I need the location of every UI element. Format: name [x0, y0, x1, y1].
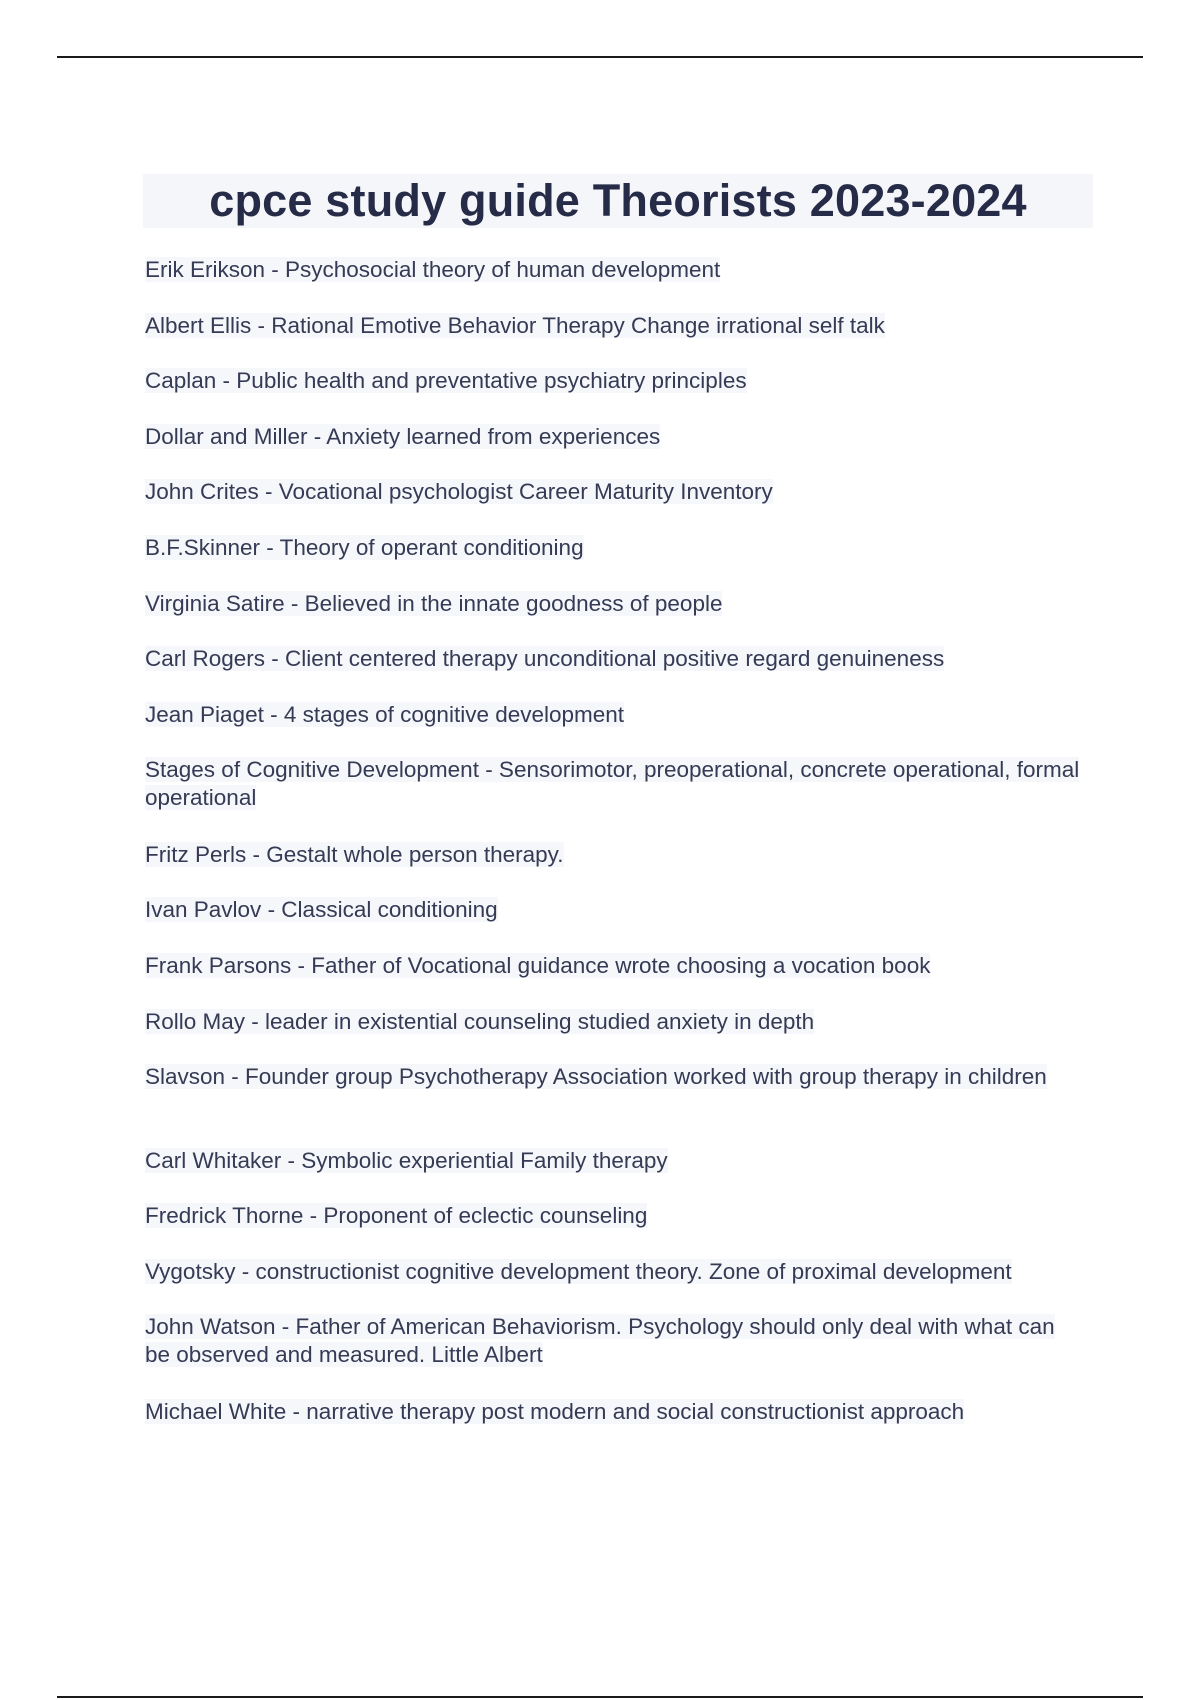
list-item	[145, 756, 1085, 812]
entry-text: Dollar and Miller - Anxiety learned from experiences	[145, 424, 661, 449]
entry-text: B.F.Skinner - Theory of operant conditioning	[145, 535, 584, 560]
list-item	[145, 1063, 1085, 1091]
entry-text: John Watson - Father of American Behaviorism. Psychology should only deal with what can be observed and measured. Little Albert	[145, 1314, 1055, 1367]
entry-text: Vygotsky - constructionist cognitive development theory. Zone of proximal development	[145, 1259, 1012, 1284]
page-title: cpce study guide Theorists 2023-2024	[209, 175, 1027, 226]
list-item	[145, 896, 1085, 924]
list-item	[145, 478, 1085, 506]
entry-text: Erik Erikson - Psychosocial theory of human development	[145, 257, 721, 282]
entry-text: Fritz Perls - Gestalt whole person therapy.	[145, 842, 564, 867]
entry-text: Carl Whitaker - Symbolic experiential Family therapy	[145, 1148, 668, 1173]
list-item	[145, 423, 1085, 451]
entry-text: Frank Parsons - Father of Vocational guidance wrote choosing a vocation book	[145, 953, 931, 978]
list-item	[145, 1202, 1085, 1230]
bottom-rule	[57, 1696, 1143, 1698]
entry-text: Caplan - Public health and preventative psychiatry principles	[145, 368, 747, 393]
entry-text: John Crites - Vocational psychologist Career Maturity Inventory	[145, 479, 773, 504]
list-item	[145, 367, 1085, 395]
entry-text: Jean Piaget - 4 stages of cognitive development	[145, 702, 625, 727]
list-item	[145, 1147, 1085, 1175]
list-item	[145, 1398, 1085, 1426]
entry-text: Ivan Pavlov - Classical conditioning	[145, 897, 498, 922]
entry-text: Michael White - narrative therapy post modern and social constructionist approach	[145, 1399, 965, 1424]
list-item	[145, 256, 1085, 284]
entry-text: Fredrick Thorne - Proponent of eclectic counseling	[145, 1203, 648, 1228]
entry-text: Carl Rogers - Client centered therapy unconditional positive regard genuineness	[145, 646, 945, 671]
list-item	[145, 534, 1085, 562]
entry-text: Albert Ellis - Rational Emotive Behavior Therapy Change irrational self talk	[145, 313, 885, 338]
top-rule	[57, 56, 1143, 58]
entry-text: Slavson - Founder group Psychotherapy Association worked with group therapy in children	[145, 1064, 1047, 1089]
entry-text: Stages of Cognitive Development - Sensorimotor, preoperational, concrete operational, formal operational	[145, 757, 1080, 810]
list-item	[145, 1008, 1085, 1036]
list-item	[145, 841, 1085, 869]
list-item	[145, 645, 1085, 673]
list-item	[145, 1258, 1085, 1286]
entry-text: Virginia Satire - Believed in the innate goodness of people	[145, 591, 723, 616]
entry-text: Rollo May - leader in existential counseling studied anxiety in depth	[145, 1009, 815, 1034]
list-item	[145, 590, 1085, 618]
list-item	[145, 312, 1085, 340]
list-item	[145, 701, 1085, 729]
list-item	[145, 952, 1085, 980]
list-item	[145, 1313, 1085, 1369]
